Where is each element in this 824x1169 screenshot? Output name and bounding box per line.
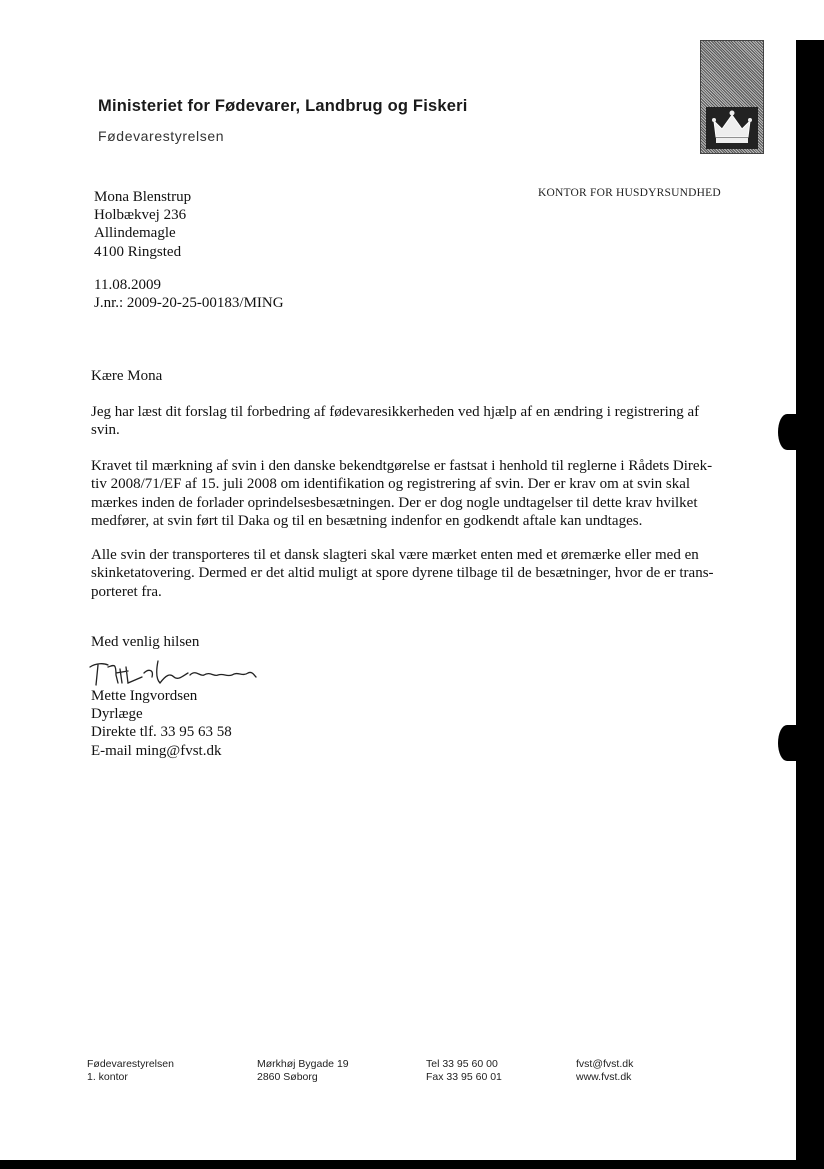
recipient-name: Mona Blenstrup <box>94 189 192 205</box>
footer-line: fvst@fvst.dk <box>576 1058 634 1070</box>
ministry-name: Ministeriet for Fødevarer, Landbrug og Fiskeri <box>98 97 468 115</box>
signer-email: E-mail ming@fvst.dk <box>91 742 222 759</box>
paragraph-line: Kravet til mærkning af svin i den danske bekendtgørelse er fastsat i henhold til reglerne i Rådets Direk- <box>91 458 713 474</box>
signer-name: Mette Ingvordsen <box>91 688 198 704</box>
paragraph-line: mærkes inden de forlader oprindelsesbesætningen. Der er dog nogle undtagelser til dette krav hvilket <box>91 494 698 511</box>
recipient-postal: 4100 Ringsted <box>94 243 182 260</box>
recipient-address <box>94 188 191 261</box>
footer-line: Tel 33 95 60 00 <box>426 1058 498 1070</box>
paragraph-line: tiv 2008/71/EF af 15. juli 2008 om identifikation og registrering af svin. Der er krav om at svin skal <box>91 476 691 493</box>
paragraph-line: Alle svin der transporteres til et dansk slagteri skal være mærket enten med et øremærke eller med en <box>91 547 699 563</box>
footer-line: www.fvst.dk <box>576 1070 632 1083</box>
crown-logo <box>700 40 764 154</box>
signer-phone: Direkte tlf. 33 95 63 58 <box>91 724 232 741</box>
paragraph-1 <box>91 403 751 440</box>
paragraph-line: medfører, at svin ført til Daka og til en besætning indenfor en godkendt aftale kan undtages. <box>91 512 643 529</box>
footer-phone <box>426 1058 502 1083</box>
footer-address <box>257 1058 349 1083</box>
journal-number: J.nr.: 2009-20-25-00183/MING <box>94 295 284 312</box>
handwritten-signature <box>86 655 266 691</box>
footer-line: Fax 33 95 60 01 <box>426 1070 502 1083</box>
agency-name: Fødevarestyrelsen <box>98 128 225 144</box>
signer-title: Dyrlæge <box>91 706 143 723</box>
punch-hole-mark <box>778 414 796 450</box>
footer-contact <box>576 1058 633 1083</box>
closing: Med venlig hilsen <box>91 634 200 650</box>
recipient-town: Allindemagle <box>94 225 176 242</box>
footer-line: Fødevarestyrelsen <box>87 1058 174 1070</box>
scan-edge-bar <box>796 40 824 1160</box>
footer-line: Mørkhøj Bygade 19 <box>257 1058 349 1070</box>
crown-icon <box>706 107 758 149</box>
paragraph-line: svin. <box>91 422 120 439</box>
letter-date: 11.08.2009 <box>94 277 161 293</box>
paragraph-2 <box>91 457 751 530</box>
signature-block <box>91 687 232 760</box>
paragraph-line: porteret fra. <box>91 583 162 600</box>
paragraph-line: Jeg har læst dit forslag til forbedring af fødevaresikkerheden ved hjælp af en ændring i registrering af <box>91 404 700 420</box>
punch-hole-mark <box>778 725 796 761</box>
letter-meta <box>94 276 284 312</box>
greeting: Kære Mona <box>91 368 163 384</box>
footer-line: 1. kontor <box>87 1070 128 1083</box>
paragraph-line: skinketatovering. Dermed er det altid muligt at spore dyrene tilbage til de besætninger, hvor de er trans- <box>91 565 714 582</box>
recipient-street: Holbækvej 236 <box>94 207 187 224</box>
office-name: KONTOR FOR HUSDYRSUNDHED <box>538 187 721 199</box>
footer-agency <box>87 1058 174 1083</box>
paragraph-3 <box>91 546 751 601</box>
scan-bottom-edge <box>0 1160 824 1169</box>
footer-line: 2860 Søborg <box>257 1070 318 1083</box>
